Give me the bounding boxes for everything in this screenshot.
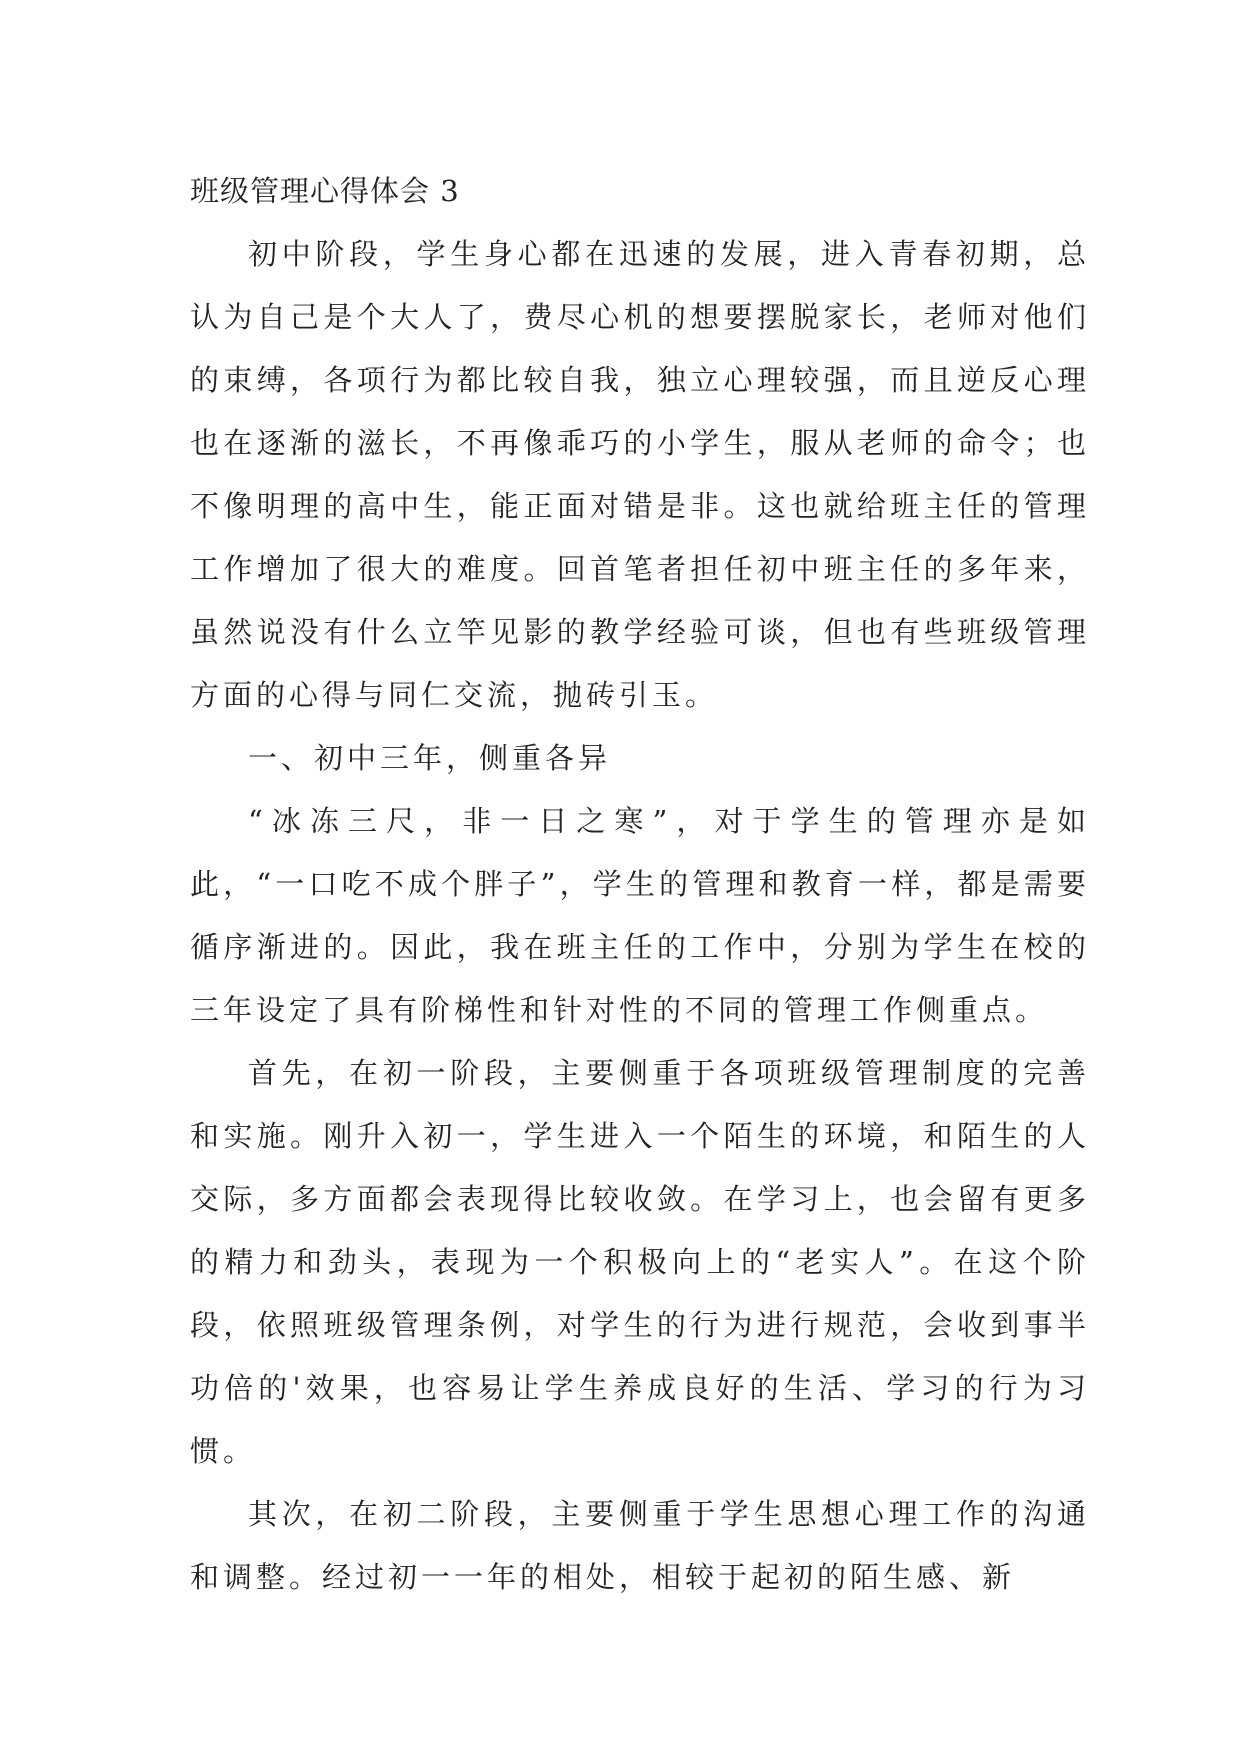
- paragraph-intro: 初中阶段，学生身心都在迅速的发展，进入青春初期，总认为自己是个大人了，费尽心机的想要摆脱家长，老师对他们的束缚，各项行为都比较自我，独立心理较强，而且逆反心理也在逐渐的滋长，不再像乖巧的小学生，服从老师的命令；也不像明理的高中生，能正面对错是非。这也就给班主任的管理工作增加了很大的难度。回首笔者担任初中班主任的多年来，虽然说没有什么立竿见影的教学经验可谈，但也有些班级管理方面的心得与同仁交流，抛砖引玉。: [190, 237, 1090, 712]
- paragraph-gradual: “冰冻三尺，非一日之寒”，对于学生的管理亦是如此，“一口吃不成个胖子”，学生的管理和教育一样，都是需要循序渐进的。因此，我在班主任的工作中，分别为学生在校的三年设定了具有阶梯性和针对性的不同的管理工作侧重点。: [190, 804, 1090, 1027]
- paragraph-grade-two: 其次，在初二阶段，主要侧重于学生思想心理工作的沟通和调整。经过初一一年的相处，相较于起初的陌生感、新: [190, 1497, 1090, 1594]
- section-heading: 一、初中三年，侧重各异: [248, 741, 612, 775]
- document-body: [190, 160, 1090, 1609]
- paragraph-grade-one: 首先，在初一阶段，主要侧重于各项班级管理制度的完善和实施。刚升入初一，学生进入一个陌生的环境，和陌生的人交际，多方面都会表现得比较收敛。在学习上，也会留有更多的精力和劲头，表现为一个积极向上的“老实人”。在这个阶段，依照班级管理条例，对学生的行为进行规范，会收到事半功倍的'效果，也容易让学生养成良好的生活、学习的行为习惯。: [190, 1056, 1090, 1468]
- document-title: 班级管理心得体会 3: [190, 174, 460, 208]
